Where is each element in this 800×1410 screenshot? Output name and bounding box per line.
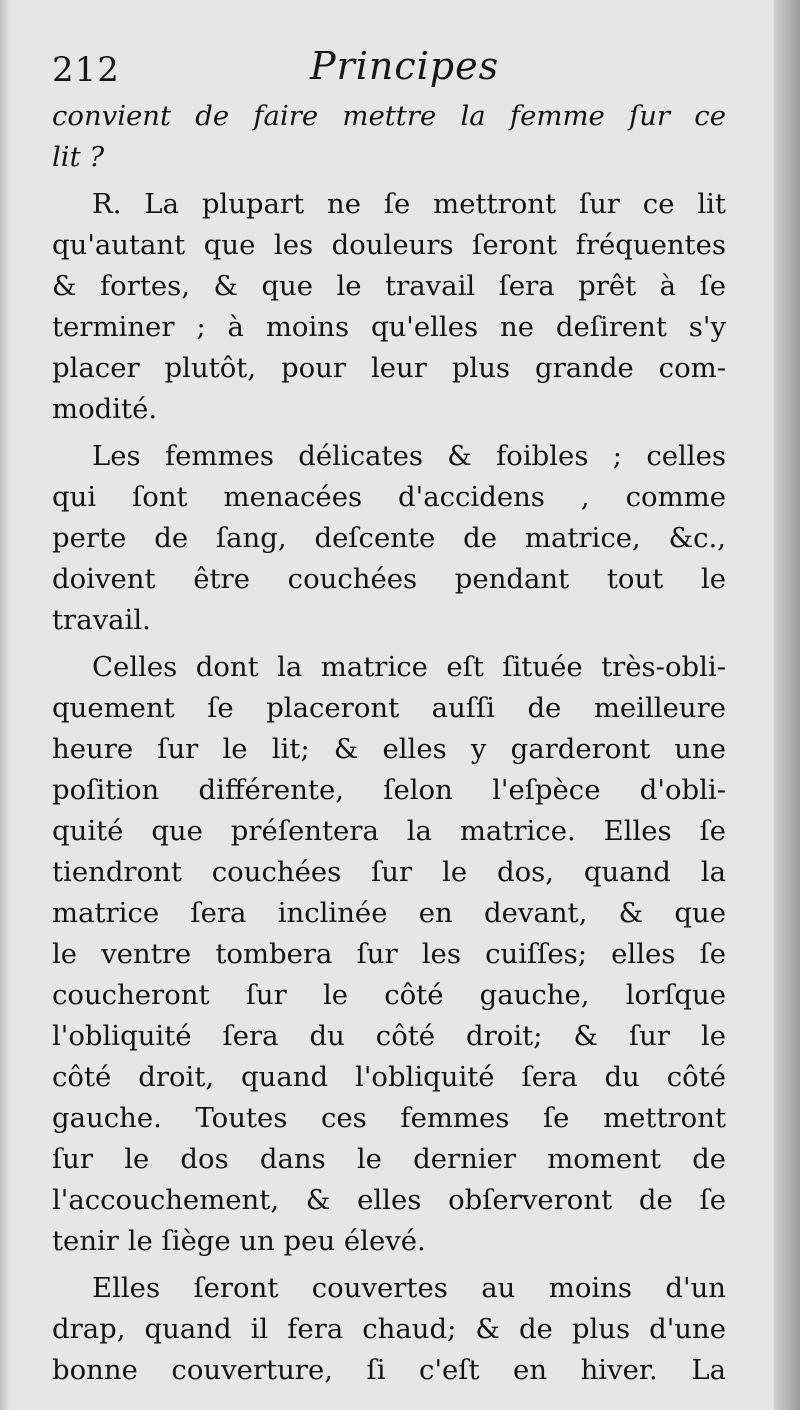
paragraph-coverings [52, 1268, 726, 1391]
text-line: heure ſur le lit; & elles y garderont une [52, 733, 726, 765]
text-line: drap, quand il fera chaud; & de plus d'une [52, 1313, 726, 1345]
text-line: modité. [52, 393, 158, 425]
text-line: tiendront couchées ſur le dos, quand la [52, 856, 726, 888]
text-line: R. La plupart ne ſe mettront ſur ce lit [92, 188, 726, 220]
page-edge-shadow [774, 0, 800, 1410]
text-line: ſur le dos dans le dernier moment de [52, 1143, 726, 1175]
text-line: perte de ſang, deſcente de matrice, &c., [52, 522, 726, 554]
text-line: doivent être couchées pendant tout le [52, 563, 726, 595]
text-line: qu'autant que les douleurs ſeront fréquentes [52, 229, 726, 261]
text-line: convient de faire mettre la femme ſur ce [52, 100, 726, 132]
body-text [52, 96, 726, 1391]
text-line: gauche. Toutes ces femmes ſe mettront [52, 1102, 726, 1134]
text-line: le ventre tombera ſur les cuiſſes; elles ſe [52, 938, 726, 970]
paragraph-oblique-matrix [52, 647, 726, 1262]
text-line: bonne couverture, ſi c'eſt en hiver. La [52, 1354, 726, 1386]
text-line: tenir le ſiège un peu élevé. [52, 1225, 426, 1257]
page-gutter-shadow [0, 0, 10, 1410]
text-line: Elles ſeront couvertes au moins d'un [92, 1272, 726, 1304]
text-line: côté droit, quand l'obliquité ſera du côté [52, 1061, 726, 1093]
paragraph-delicate-women [52, 436, 726, 641]
text-line: qui ſont menacées d'accidens , comme [52, 481, 726, 513]
text-line: l'accouchement, & elles obſerveront de ſe [52, 1184, 726, 1216]
text-line: Celles dont la matrice eſt ſituée très-obli- [92, 651, 726, 683]
text-line: terminer ; à moins qu'elles ne deſirent s'y [52, 311, 726, 343]
text-line: poſition différente, ſelon l'eſpèce d'obli- [52, 774, 726, 806]
running-title: Principes [310, 44, 500, 88]
text-line: lit ? [52, 141, 105, 173]
running-head [52, 44, 732, 94]
text-line: l'obliquité ſera du côté droit; & ſur le [52, 1020, 726, 1052]
text-line: quement ſe placeront auſſi de meilleure [52, 692, 726, 724]
paragraph-question-continuation [52, 96, 726, 178]
text-line: & fortes, & que le travail ſera prêt à ſe [52, 270, 726, 302]
text-line: travail. [52, 604, 151, 636]
text-line: placer plutôt, pour leur plus grande com- [52, 352, 726, 384]
paragraph-answer [52, 184, 726, 430]
text-line: coucheront ſur le côté gauche, lorſque [52, 979, 726, 1011]
page-number: 212 [52, 50, 120, 90]
text-line: matrice ſera inclinée en devant, & que [52, 897, 726, 929]
text-line: Les femmes délicates & foibles ; celles [92, 440, 726, 472]
text-line: quité que préſentera la matrice. Elles ſe [52, 815, 726, 847]
